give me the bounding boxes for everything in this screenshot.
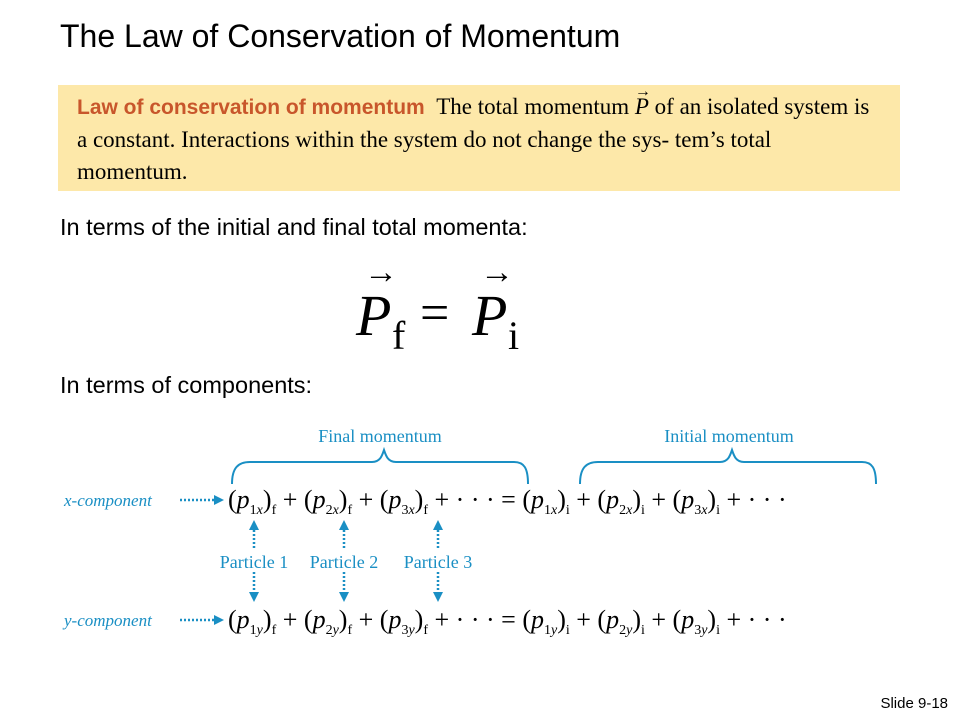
x-component-label: x-component [64,491,152,510]
momentum-vector-symbol: → P [635,94,649,119]
law-callout-box [58,85,900,191]
final-momentum-label: Final momentum [318,426,442,446]
equation-rhs: P [472,283,508,348]
particle-3-label: Particle 3 [403,552,473,572]
slide-number: Slide 9-18 [880,695,948,712]
initial-brace [580,450,876,484]
particle-1-label: Particle 1 [219,552,289,572]
equation-lhs: P [356,283,392,348]
y-component-label: y-component [64,611,152,630]
x-arrowhead [214,495,224,505]
svg-text:(p1y)f + (p2y)f + (p3y)f + · ·: $(p_1y)_f + (p_2y)_f + (p_3y)_f$ + · · · = $(p_1y)_i + (p_2y)_i + (p_3y)_i$ + · · · [228,605,787,638]
particle-2-label: Particle 2 [309,552,379,572]
svg-text:(p1x)f + (p2x)f + (p3x)f + · ·: $(p_1x)_f + (p_2x)_f + (p_3x)_f$ + · · · = $(p_1x)_i + (p_2x)_i + (p_3x)_i$ + · · · [228,485,787,518]
y-arrowhead [214,615,224,625]
vector-arrow-icon: → [480,254,514,291]
momenta-intro: In terms of the initial and final total momenta: [60,214,528,240]
final-brace [232,450,528,484]
vector-arrow-icon: → [364,254,398,291]
conservation-equation [350,254,550,358]
law-text-before: The total momentum [436,94,630,119]
equation-rhs-sub: i [508,313,520,358]
equation-lhs-sub: f [392,313,406,358]
component-diagram [0,420,960,640]
slide-title: The Law of Conservation of Momentum [60,18,621,54]
initial-momentum-label: Initial momentum [664,426,794,446]
law-text-after: of an isolated system is a constant. Interactions within the system do not change the sys- tem’s total momentum. [77,94,870,184]
x-equation-row [228,485,787,518]
equation-equals: = [420,285,450,342]
components-intro: In terms of components: [60,372,313,398]
y-equation-row [228,605,787,638]
law-heading: Law of conservation of momentum [77,96,425,119]
